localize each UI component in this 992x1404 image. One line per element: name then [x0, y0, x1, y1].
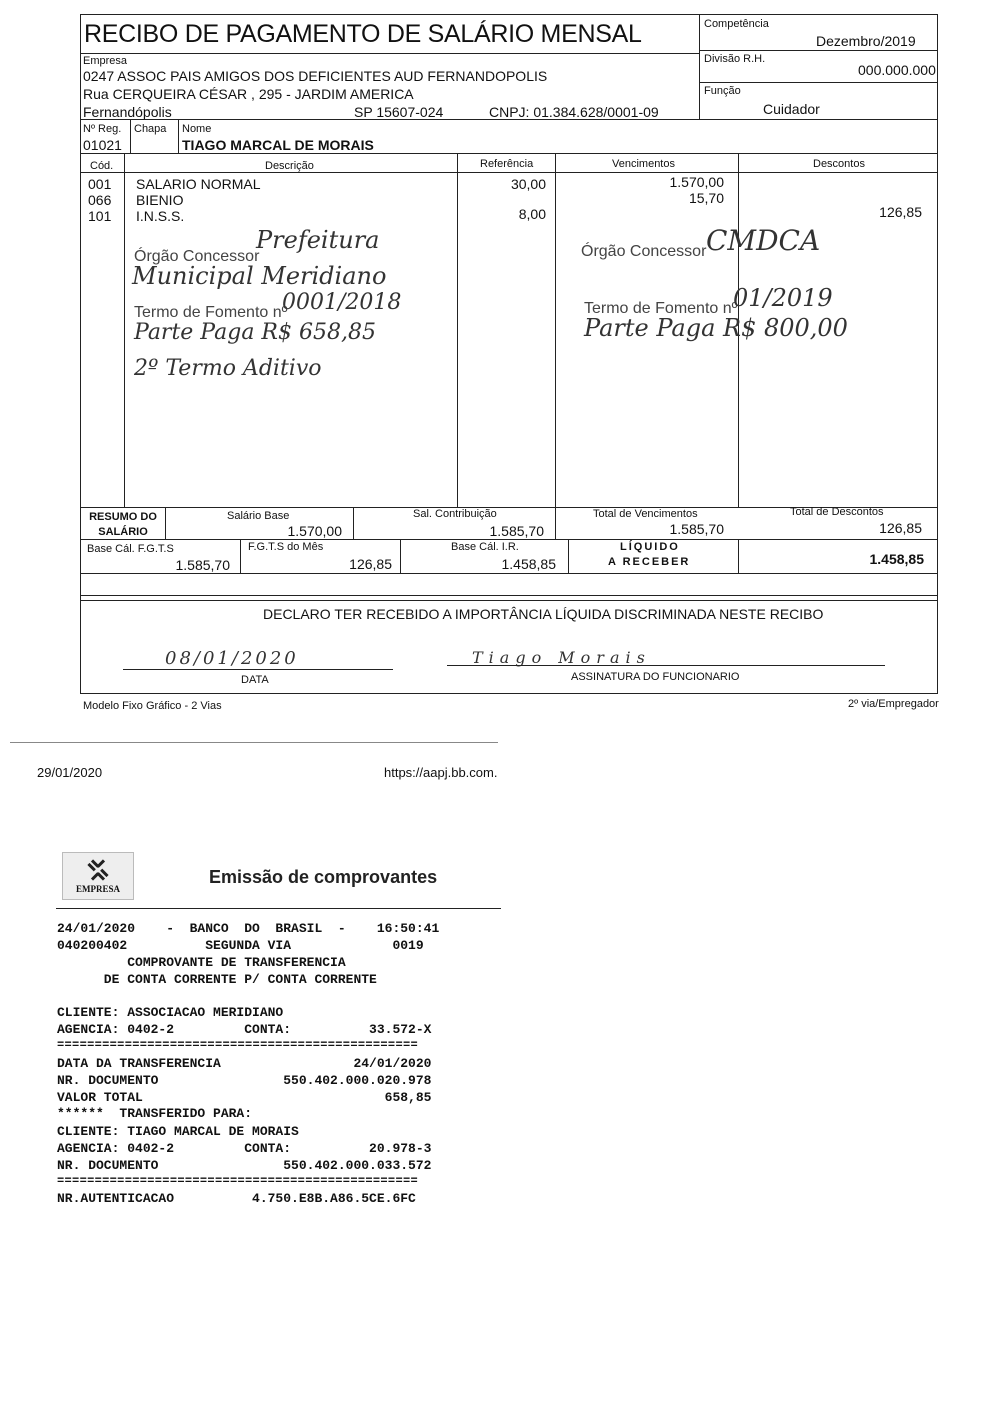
divider — [165, 507, 166, 539]
sal-contrib-label: Sal. Contribuição — [413, 508, 497, 520]
divider — [457, 153, 458, 508]
signature: Tiago Morais — [472, 648, 651, 667]
handwriting-date: 08/01/2020 — [165, 648, 299, 669]
bank-logo-icon — [63, 853, 133, 887]
base-ir-value: 1.458,85 — [501, 556, 556, 572]
employee-name: TIAGO MARCAL DE MORAIS — [182, 137, 374, 153]
funcao-label: Função — [704, 85, 741, 97]
sal-contrib-value: 1.585,70 — [489, 523, 544, 539]
divider — [400, 539, 401, 573]
col-descricao: Descrição — [265, 160, 314, 172]
voucher-line: ****** TRANSFERIDO PARA: — [57, 1106, 253, 1121]
footer-left: Modelo Fixo Gráfico - 2 Vias — [83, 700, 222, 712]
divider — [353, 507, 354, 539]
handwriting-parte: Parte Paga R$ 658,85 — [134, 320, 376, 345]
item-cod: 001 — [88, 176, 112, 192]
divider — [568, 539, 569, 573]
item-ref: 30,00 — [510, 176, 546, 192]
divider — [555, 507, 556, 539]
divider — [699, 14, 700, 119]
salario-base-value: 1.570,00 — [287, 523, 342, 539]
voucher-line: CLIENTE: TIAGO MARCAL DE MORAIS — [57, 1124, 299, 1139]
voucher-line: NR. DOCUMENTO 550.402.000.033.572 — [57, 1158, 432, 1173]
voucher-line: ================================================ — [57, 1038, 419, 1052]
divisao-value: 000.000.000 — [858, 62, 936, 78]
receipt-title: RECIBO DE PAGAMENTO DE SALÁRIO MENSAL — [84, 20, 642, 48]
chapa-label: Chapa — [134, 123, 167, 135]
voucher-line: DE CONTA CORRENTE P/ CONTA CORRENTE — [57, 972, 377, 987]
empresa-name: 0247 ASSOC PAIS AMIGOS DOS DEFICIENTES AUD FERNANDOPOLIS — [83, 68, 548, 84]
divider — [124, 153, 125, 508]
col-cod: Cód. — [90, 160, 114, 172]
voucher-title: Emissão de comprovantes — [209, 867, 438, 887]
nome-label: Nome — [182, 123, 212, 135]
handwriting-termo: 0001/2018 — [282, 290, 402, 315]
competencia-label: Competência — [704, 18, 769, 30]
divider — [130, 119, 131, 153]
print-url: https://aapj.bb.com. — [384, 765, 498, 780]
base-fgts-value: 1.585,70 — [175, 557, 230, 573]
handwriting-orgao: Prefeitura — [256, 226, 380, 254]
item-desc: SALARIO NORMAL — [136, 176, 261, 192]
divider — [80, 53, 700, 54]
col-vencimentos: Vencimentos — [612, 158, 675, 170]
base-ir-label: Base Cál. I.R. — [451, 541, 519, 553]
col-referencia: Referência — [480, 158, 534, 170]
voucher-line: CLIENTE: ASSOCIACAO MERIDIANO — [57, 1005, 284, 1020]
voucher-line: NR. DOCUMENTO 550.402.000.020.978 — [57, 1073, 432, 1088]
voucher-line: VALOR TOTAL 658,85 — [57, 1090, 432, 1105]
handwriting-orgao: CMDCA — [706, 224, 821, 257]
divider — [738, 539, 739, 573]
item-desc: I.N.S.S. — [136, 208, 185, 224]
stamp-orgao-label: Órgão Concessor — [581, 243, 707, 260]
total-venc-label: Total de Vencimentos — [593, 508, 698, 520]
handwriting-termo: 01/2019 — [733, 284, 833, 312]
total-desc-value: 126,85 — [879, 520, 922, 536]
empresa-state-cep: SP 15607-024 — [354, 104, 444, 120]
divider — [80, 595, 938, 596]
divider — [178, 119, 179, 153]
total-desc-label: Total de Descontos — [790, 506, 884, 518]
total-venc-value: 1.585,70 — [669, 521, 724, 537]
footer-right: 2º via/Empregador — [848, 698, 939, 710]
divider — [240, 539, 241, 573]
voucher-line: NR.AUTENTICACAO 4.750.E8B.A86.5CE.6FC — [57, 1191, 416, 1206]
handwriting-aditivo: 2º Termo Aditivo — [134, 356, 322, 381]
signature-line — [447, 665, 885, 666]
funcao-value: Cuidador — [763, 101, 820, 117]
data-label: DATA — [241, 674, 269, 686]
handwriting-parte: Parte Paga R$ 800,00 — [584, 314, 848, 342]
empresa-cnpj: CNPJ: 01.384.628/0001-09 — [489, 104, 659, 120]
nreg-value: 01021 — [83, 137, 122, 153]
stamp-termo-label: Termo de Fomento nº — [584, 300, 738, 317]
divider — [80, 539, 938, 540]
item-desc-value: 126,85 — [879, 204, 922, 220]
salario-base-label: Salário Base — [227, 510, 290, 522]
fgts-mes-label: F.G.T.S do Mês — [248, 541, 324, 553]
item-venc: 15,70 — [688, 190, 724, 206]
item-ref: 8,00 — [518, 206, 546, 222]
liquido-value: 1.458,85 — [869, 551, 924, 567]
divider — [80, 573, 938, 574]
base-fgts-label: Base Cál. F.G.T.S — [87, 543, 174, 555]
print-date: 29/01/2020 — [37, 765, 103, 780]
nreg-label: Nº Reg. — [83, 123, 122, 135]
divider — [80, 153, 938, 154]
divider — [699, 82, 938, 83]
divider — [80, 600, 938, 601]
empresa-city: Fernandópolis — [83, 104, 172, 120]
empresa-label: Empresa — [83, 55, 128, 67]
voucher-line: 040200402 SEGUNDA VIA 0019 — [57, 938, 424, 953]
col-descontos: Descontos — [813, 158, 865, 170]
item-desc: BIENIO — [136, 192, 184, 208]
voucher-line: ================================================ — [57, 1174, 419, 1188]
item-cod: 066 — [88, 192, 112, 208]
liquido-label: LÍQUIDO — [620, 541, 680, 553]
a-receber-label: A RECEBER — [608, 556, 691, 568]
voucher-line: AGENCIA: 0402-2 CONTA: 33.572-X — [57, 1022, 432, 1037]
divider — [80, 119, 938, 120]
declaration-text: DECLARO TER RECEBIDO A IMPORTÂNCIA LÍQUIDA DISCRIMINADA NESTE RECIBO — [263, 606, 824, 622]
divider — [699, 50, 938, 51]
divider — [56, 908, 501, 909]
voucher-line: AGENCIA: 0402-2 CONTA: 20.978-3 — [57, 1141, 432, 1156]
cut-line — [10, 742, 498, 743]
voucher-line: 24/01/2020 - BANCO DO BRASIL - 16:50:41 — [57, 921, 440, 936]
resumo-label: RESUMO DO SALÁRIO — [89, 511, 157, 538]
item-venc: 1.570,00 — [669, 174, 724, 190]
empresa-address: Rua CERQUEIRA CÉSAR , 295 - JARDIM AMERICA — [83, 86, 414, 102]
assinatura-label: ASSINATURA DO FUNCIONARIO — [571, 671, 740, 683]
bank-logo — [62, 852, 134, 900]
divider — [80, 172, 938, 173]
date-line — [123, 669, 393, 670]
stamp-termo-label: Termo de Fomento nº — [134, 304, 288, 321]
voucher-line: COMPROVANTE DE TRANSFERENCIA — [57, 955, 346, 970]
divisao-label: Divisão R.H. — [704, 53, 766, 65]
stamp-orgao-label: Órgão Concessor — [134, 248, 260, 265]
competencia-value: Dezembro/2019 — [816, 33, 916, 49]
handwriting-orgao-2: Municipal Meridiano — [132, 262, 387, 290]
voucher-line: DATA DA TRANSFERENCIA 24/01/2020 — [57, 1056, 432, 1071]
item-cod: 101 — [88, 208, 112, 224]
bank-logo-text: EMPRESA — [75, 884, 120, 894]
fgts-mes-value: 126,85 — [349, 556, 392, 572]
divider — [555, 153, 556, 508]
